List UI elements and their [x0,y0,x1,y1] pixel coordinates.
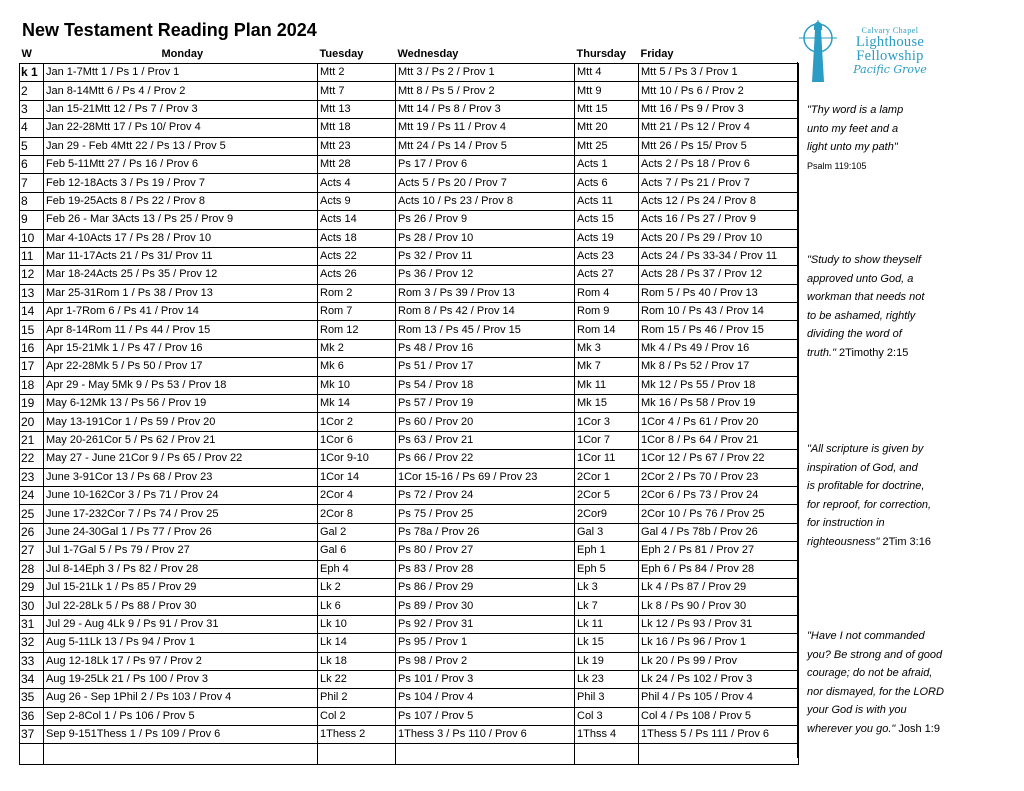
cell-wednesday: Rom 8 / Ps 42 / Prov 14 [396,303,575,321]
cell-wednesday: Mtt 14 / Ps 8 / Prov 3 [396,100,575,118]
verse-reference: 2Timothy 2:15 [835,346,909,359]
cell-monday: Jan 8-14Mtt 6 / Ps 4 / Prov 2 [44,82,318,100]
table-row [20,339,799,357]
cell-tuesday: Lk 2 [318,578,396,596]
cell-thursday: Mk 3 [575,339,639,357]
header-tuesday: Tuesday [318,45,396,64]
verse-quote: "Study to show theyself approved unto God, a workman that needs not to be ashamed, rightly dividing the word of truth." [807,254,925,359]
cell-monday: Mar 11-17Acts 21 / Ps 31/ Prov 11 [44,247,318,265]
cell-tuesday: Gal 6 [318,542,396,560]
cell-friday: Acts 2 / Ps 18 / Prov 6 [639,155,799,173]
cell-thursday: Col 3 [575,707,639,725]
table-row [20,542,799,560]
cell-friday: Mk 4 / Ps 49 / Prov 16 [639,339,799,357]
cell-friday: 1Cor 8 / Ps 64 / Prov 21 [639,431,799,449]
cell-monday: Apr 29 - May 5Mk 9 / Ps 53 / Prov 18 [44,376,318,394]
cell-friday: Mtt 16 / Ps 9 / Prov 3 [639,100,799,118]
cell-week: 17 [20,358,44,376]
cell-friday: 2Cor 2 / Ps 70 / Prov 23 [639,468,799,486]
cell-tuesday: Rom 7 [318,303,396,321]
cell-monday: June 17-232Cor 7 / Ps 74 / Prov 25 [44,505,318,523]
cell-wednesday: Ps 89 / Prov 30 [396,597,575,615]
cell-week: 26 [20,523,44,541]
cell-thursday: Rom 14 [575,321,639,339]
cell-friday: Rom 5 / Ps 40 / Prov 13 [639,284,799,302]
cell-thursday: Acts 27 [575,266,639,284]
cell-thursday: Phil 3 [575,689,639,707]
header-monday: Monday [44,45,318,64]
cell-wednesday: Mtt 19 / Ps 11 / Prov 4 [396,119,575,137]
cell-friday: Gal 4 / Ps 78b / Prov 26 [639,523,799,541]
cell-tuesday: Mk 2 [318,339,396,357]
cell-monday: Sep 9-151Thess 1 / Ps 109 / Prov 6 [44,726,318,744]
cell-tuesday: Acts 14 [318,211,396,229]
cell-monday: Apr 8-14Rom 11 / Ps 44 / Prov 15 [44,321,318,339]
table-row [20,615,799,633]
cell-wednesday: Ps 104 / Prov 4 [396,689,575,707]
verse-quote: "Thy word is a lamp unto my feet and a light unto my path" [807,104,904,153]
cell-thursday: Mtt 9 [575,82,639,100]
page-title: New Testament Reading Plan 2024 [22,20,317,40]
cell-monday: Aug 12-18Lk 17 / Ps 97 / Prov 2 [44,652,318,670]
lighthouse-icon [797,20,841,86]
cell-monday: Jul 29 - Aug 4Lk 9 / Ps 91 / Prov 31 [44,615,318,633]
cell-wednesday: Rom 3 / Ps 39 / Prov 13 [396,284,575,302]
cell-monday: Apr 22-28Mk 5 / Ps 50 / Prov 17 [44,358,318,376]
table-row [20,376,799,394]
table-row [20,266,799,284]
cell-week: 16 [20,339,44,357]
cell-thursday: Mtt 25 [575,137,639,155]
cell-tuesday: Mtt 23 [318,137,396,155]
cell-wednesday: Ps 86 / Prov 29 [396,578,575,596]
cell-tuesday: Mtt 28 [318,155,396,173]
cell-tuesday: Mtt 2 [318,64,396,82]
cell-thursday: 1Thss 4 [575,726,639,744]
table-row [20,174,799,192]
cell-friday: Lk 8 / Ps 90 / Prov 30 [639,597,799,615]
logo-calvary-chapel: Calvary Chapel [861,26,919,35]
cell-monday: Sep 2-8Col 1 / Ps 106 / Prov 5 [44,707,318,725]
cell-week: 32 [20,634,44,652]
cell-tuesday: Acts 22 [318,247,396,265]
cell-wednesday: Mtt 3 / Ps 2 / Prov 1 [396,64,575,82]
table-row [20,100,799,118]
cell-friday: Rom 10 / Ps 43 / Prov 14 [639,303,799,321]
cell-wednesday: Acts 5 / Ps 20 / Prov 7 [396,174,575,192]
table-row [20,431,799,449]
verse-2tim [807,440,1017,551]
cell-week: 25 [20,505,44,523]
cell-wednesday: Ps 63 / Prov 21 [396,431,575,449]
cell-thursday: Mk 15 [575,395,639,413]
cell-week: 14 [20,303,44,321]
cell-tuesday: Lk 10 [318,615,396,633]
cell-week: 33 [20,652,44,670]
cell-tuesday: Eph 4 [318,560,396,578]
cell-week: 28 [20,560,44,578]
empty-cell [396,744,575,765]
cell-week: 24 [20,486,44,504]
cell-monday: Jul 8-14Eph 3 / Ps 82 / Prov 28 [44,560,318,578]
cell-tuesday: 1Cor 6 [318,431,396,449]
cell-tuesday: Lk 18 [318,652,396,670]
cell-friday: Col 4 / Ps 108 / Prov 5 [639,707,799,725]
cell-wednesday: Mtt 8 / Ps 5 / Prov 2 [396,82,575,100]
cell-monday: May 27 - June 21Cor 9 / Ps 65 / Prov 22 [44,450,318,468]
cell-thursday: Acts 19 [575,229,639,247]
cell-thursday: Mtt 15 [575,100,639,118]
reading-plan-body [20,64,799,765]
cell-thursday: Mk 7 [575,358,639,376]
cell-thursday: Acts 23 [575,247,639,265]
cell-thursday: Rom 4 [575,284,639,302]
cell-wednesday: 1Thess 3 / Ps 110 / Prov 6 [396,726,575,744]
table-row [20,486,799,504]
cell-week: 4 [20,119,44,137]
cell-friday: 2Cor 6 / Ps 73 / Prov 24 [639,486,799,504]
cell-thursday: Rom 9 [575,303,639,321]
cell-week: 8 [20,192,44,210]
cell-wednesday: Ps 92 / Prov 31 [396,615,575,633]
table-row [20,468,799,486]
cell-monday: May 20-261Cor 5 / Ps 62 / Prov 21 [44,431,318,449]
table-row [20,229,799,247]
table-row [20,358,799,376]
cell-wednesday: Ps 36 / Prov 12 [396,266,575,284]
cell-week: 11 [20,247,44,265]
empty-cell [44,744,318,765]
cell-week: 3 [20,100,44,118]
cell-friday: Mtt 5 / Ps 3 / Prov 1 [639,64,799,82]
cell-week: 15 [20,321,44,339]
empty-cell [318,744,396,765]
cell-week: 30 [20,597,44,615]
cell-thursday: Mtt 20 [575,119,639,137]
header-row [20,45,799,64]
logo-fellowship: Fellowship [856,48,924,64]
cell-week: 9 [20,211,44,229]
cell-week: 12 [20,266,44,284]
cell-tuesday: Mk 14 [318,395,396,413]
cell-tuesday: 1Cor 14 [318,468,396,486]
cell-thursday: Lk 3 [575,578,639,596]
cell-thursday: 2Cor9 [575,505,639,523]
cell-friday: Mtt 26 / Ps 15/ Prov 5 [639,137,799,155]
cell-week: 34 [20,670,44,688]
cell-thursday: 2Cor 5 [575,486,639,504]
header-friday: Friday [639,45,799,64]
cell-thursday: Lk 15 [575,634,639,652]
cell-monday: Jan 15-21Mtt 12 / Ps 7 / Prov 3 [44,100,318,118]
cell-week: 37 [20,726,44,744]
table-row [20,303,799,321]
cell-tuesday: 1Thess 2 [318,726,396,744]
table-row [20,155,799,173]
cell-monday: Apr 1-7Rom 6 / Ps 41 / Prov 14 [44,303,318,321]
cell-thursday: Eph 1 [575,542,639,560]
verse-reference: Psalm 119:105 [807,160,867,171]
cell-tuesday: Mtt 13 [318,100,396,118]
cell-monday: Feb 12-18Acts 3 / Ps 19 / Prov 7 [44,174,318,192]
cell-week: 5 [20,137,44,155]
cell-monday: June 3-91Cor 13 / Ps 68 / Prov 23 [44,468,318,486]
cell-tuesday: Col 2 [318,707,396,725]
cell-tuesday: Lk 22 [318,670,396,688]
cell-monday: June 24-30Gal 1 / Ps 77 / Prov 26 [44,523,318,541]
cell-week: 35 [20,689,44,707]
table-row [20,284,799,302]
cell-thursday: Acts 15 [575,211,639,229]
cell-tuesday: Acts 9 [318,192,396,210]
cell-wednesday: Ps 54 / Prov 18 [396,376,575,394]
cell-wednesday: Ps 48 / Prov 16 [396,339,575,357]
cell-monday: Aug 5-11Lk 13 / Ps 94 / Prov 1 [44,634,318,652]
table-row [20,652,799,670]
cell-week: 31 [20,615,44,633]
cell-monday: Jul 15-21Lk 1 / Ps 85 / Prov 29 [44,578,318,596]
table-row [20,211,799,229]
table-row [20,137,799,155]
empty-cell [575,744,639,765]
table-row [20,247,799,265]
cell-thursday: 1Cor 7 [575,431,639,449]
cell-monday: Mar 18-24Acts 25 / Ps 35 / Prov 12 [44,266,318,284]
cell-tuesday: Gal 2 [318,523,396,541]
cell-wednesday: Ps 72 / Prov 24 [396,486,575,504]
cell-week: 19 [20,395,44,413]
table-row [20,395,799,413]
cell-week: 29 [20,578,44,596]
verse-reference: Josh 1:9 [895,722,940,735]
cell-week: 13 [20,284,44,302]
cell-tuesday: Mtt 7 [318,82,396,100]
cell-tuesday: Rom 12 [318,321,396,339]
verse-joshua [807,627,1017,738]
reading-plan-table [19,45,799,765]
cell-wednesday: Ps 26 / Prov 9 [396,211,575,229]
verse-reference: 2Tim 3:16 [879,535,931,548]
table-row [20,578,799,596]
cell-week: 7 [20,174,44,192]
header-week: W [20,45,44,64]
table-row [20,450,799,468]
table-row [20,597,799,615]
cell-thursday: Mk 11 [575,376,639,394]
cell-tuesday: Mk 6 [318,358,396,376]
cell-friday: Lk 4 / Ps 87 / Prov 29 [639,578,799,596]
empty-row [20,744,799,765]
cell-tuesday: Acts 18 [318,229,396,247]
cell-friday: Phil 4 / Ps 105 / Prov 4 [639,689,799,707]
church-logo [797,20,947,86]
cell-monday: Apr 15-21Mk 1 / Ps 47 / Prov 16 [44,339,318,357]
cell-monday: May 13-191Cor 1 / Ps 59 / Prov 20 [44,413,318,431]
cell-wednesday: Ps 83 / Prov 28 [396,560,575,578]
cell-friday: Acts 12 / Ps 24 / Prov 8 [639,192,799,210]
cell-tuesday: Rom 2 [318,284,396,302]
cell-week: 23 [20,468,44,486]
verse-psalm [807,101,1017,175]
cell-wednesday: Acts 10 / Ps 23 / Prov 8 [396,192,575,210]
cell-tuesday: Lk 6 [318,597,396,615]
cell-friday: Mk 16 / Ps 58 / Prov 19 [639,395,799,413]
cell-friday: Mk 12 / Ps 55 / Prov 18 [639,376,799,394]
cell-thursday: 1Cor 3 [575,413,639,431]
cell-friday: Mtt 21 / Ps 12 / Prov 4 [639,119,799,137]
cell-thursday: Lk 11 [575,615,639,633]
cell-week: 27 [20,542,44,560]
cell-week: 6 [20,155,44,173]
cell-friday: Mk 8 / Ps 52 / Prov 17 [639,358,799,376]
cell-tuesday: 2Cor 4 [318,486,396,504]
cell-week: k 1 [20,64,44,82]
cell-friday: Mtt 10 / Ps 6 / Prov 2 [639,82,799,100]
cell-wednesday: Ps 107 / Prov 5 [396,707,575,725]
cell-thursday: Lk 23 [575,670,639,688]
cell-wednesday: Ps 57 / Prov 19 [396,395,575,413]
side-divider [797,62,798,758]
cell-monday: Jul 22-28Lk 5 / Ps 88 / Prov 30 [44,597,318,615]
cell-monday: May 6-12Mk 13 / Ps 56 / Prov 19 [44,395,318,413]
cell-wednesday: Ps 66 / Prov 22 [396,450,575,468]
header-wednesday: Wednesday [396,45,575,64]
table-row [20,689,799,707]
empty-cell [20,744,44,765]
cell-tuesday: Acts 26 [318,266,396,284]
logo-pacific-grove: Pacific Grove [853,63,927,76]
cell-monday: Jan 1-7Mtt 1 / Ps 1 / Prov 1 [44,64,318,82]
cell-wednesday: Mtt 24 / Ps 14 / Prov 5 [396,137,575,155]
cell-thursday: 2Cor 1 [575,468,639,486]
cell-tuesday: 1Cor 2 [318,413,396,431]
cell-week: 36 [20,707,44,725]
cell-tuesday: Mtt 18 [318,119,396,137]
cell-wednesday: Ps 75 / Prov 25 [396,505,575,523]
cell-wednesday: Ps 51 / Prov 17 [396,358,575,376]
table-row [20,523,799,541]
cell-tuesday: 2Cor 8 [318,505,396,523]
cell-thursday: 1Cor 11 [575,450,639,468]
cell-thursday: Lk 7 [575,597,639,615]
cell-friday: Rom 15 / Ps 46 / Prov 15 [639,321,799,339]
table-row [20,321,799,339]
cell-week: 10 [20,229,44,247]
cell-wednesday: Ps 95 / Prov 1 [396,634,575,652]
cell-tuesday: 1Cor 9-10 [318,450,396,468]
cell-week: 2 [20,82,44,100]
cell-wednesday: Ps 101 / Prov 3 [396,670,575,688]
cell-friday: 1Cor 12 / Ps 67 / Prov 22 [639,450,799,468]
table-row [20,670,799,688]
cell-friday: Acts 16 / Ps 27 / Prov 9 [639,211,799,229]
cell-monday: June 10-162Cor 3 / Ps 71 / Prov 24 [44,486,318,504]
cell-friday: Acts 24 / Ps 33-34 / Prov 11 [639,247,799,265]
logo-lighthouse: Lighthouse [855,34,925,50]
cell-wednesday: Ps 98 / Prov 2 [396,652,575,670]
cell-thursday: Acts 11 [575,192,639,210]
cell-thursday: Lk 19 [575,652,639,670]
cell-thursday: Gal 3 [575,523,639,541]
cell-week: 21 [20,431,44,449]
cell-thursday: Eph 5 [575,560,639,578]
cell-friday: Eph 2 / Ps 81 / Prov 27 [639,542,799,560]
cell-friday: Acts 7 / Ps 21 / Prov 7 [639,174,799,192]
table-row [20,505,799,523]
cell-week: 22 [20,450,44,468]
cell-friday: Acts 28 / Ps 37 / Prov 12 [639,266,799,284]
table-row [20,413,799,431]
cell-wednesday: Ps 78a / Prov 26 [396,523,575,541]
verse-quote: "Have I not commanded you? Be strong and of good courage; do not be afraid, nor dismayed, for the LORD your God is with you wherever you go." [807,630,944,735]
verse-quote: "All scripture is given by inspiration of God, and is profitable for doctrine, for reproof, for correction, for instruction in righteousness" [807,443,932,548]
header-thursday: Thursday [575,45,639,64]
cell-friday: Acts 20 / Ps 29 / Prov 10 [639,229,799,247]
cell-tuesday: Mk 10 [318,376,396,394]
verse-2timothy [807,251,1017,362]
cell-wednesday: 1Cor 15-16 / Ps 69 / Prov 23 [396,468,575,486]
cell-monday: Jan 22-28Mtt 17 / Ps 10/ Prov 4 [44,119,318,137]
cell-friday: Eph 6 / Ps 84 / Prov 28 [639,560,799,578]
cell-friday: Lk 20 / Ps 99 / Prov [639,652,799,670]
cell-friday: Lk 16 / Ps 96 / Prov 1 [639,634,799,652]
cell-monday: Aug 26 - Sep 1Phil 2 / Ps 103 / Prov 4 [44,689,318,707]
cell-wednesday: Ps 32 / Prov 11 [396,247,575,265]
table-row [20,726,799,744]
table-row [20,707,799,725]
cell-wednesday: Ps 28 / Prov 10 [396,229,575,247]
cell-tuesday: Phil 2 [318,689,396,707]
cell-monday: Jan 29 - Feb 4Mtt 22 / Ps 13 / Prov 5 [44,137,318,155]
cell-monday: Feb 19-25Acts 8 / Ps 22 / Prov 8 [44,192,318,210]
cell-thursday: Acts 1 [575,155,639,173]
cell-friday: Lk 12 / Ps 93 / Prov 31 [639,615,799,633]
table-row [20,64,799,82]
cell-tuesday: Acts 4 [318,174,396,192]
cell-thursday: Mtt 4 [575,64,639,82]
cell-wednesday: Ps 80 / Prov 27 [396,542,575,560]
cell-monday: Feb 5-11Mtt 27 / Ps 16 / Prov 6 [44,155,318,173]
cell-tuesday: Lk 14 [318,634,396,652]
table-row [20,82,799,100]
cell-monday: Feb 26 - Mar 3Acts 13 / Ps 25 / Prov 9 [44,211,318,229]
cell-monday: Jul 1-7Gal 5 / Ps 79 / Prov 27 [44,542,318,560]
cell-friday: 1Cor 4 / Ps 61 / Prov 20 [639,413,799,431]
cell-friday: 1Thess 5 / Ps 111 / Prov 6 [639,726,799,744]
cell-friday: Lk 24 / Ps 102 / Prov 3 [639,670,799,688]
table-row [20,119,799,137]
cell-monday: Mar 4-10Acts 17 / Ps 28 / Prov 10 [44,229,318,247]
cell-monday: Aug 19-25Lk 21 / Ps 100 / Prov 3 [44,670,318,688]
cell-friday: 2Cor 10 / Ps 76 / Prov 25 [639,505,799,523]
cell-wednesday: Rom 13 / Ps 45 / Prov 15 [396,321,575,339]
cell-thursday: Acts 6 [575,174,639,192]
cell-wednesday: Ps 60 / Prov 20 [396,413,575,431]
table-row [20,560,799,578]
table-row [20,192,799,210]
empty-cell [639,744,799,765]
cell-wednesday: Ps 17 / Prov 6 [396,155,575,173]
cell-week: 20 [20,413,44,431]
cell-monday: Mar 25-31Rom 1 / Ps 38 / Prov 13 [44,284,318,302]
cell-week: 18 [20,376,44,394]
table-row [20,634,799,652]
